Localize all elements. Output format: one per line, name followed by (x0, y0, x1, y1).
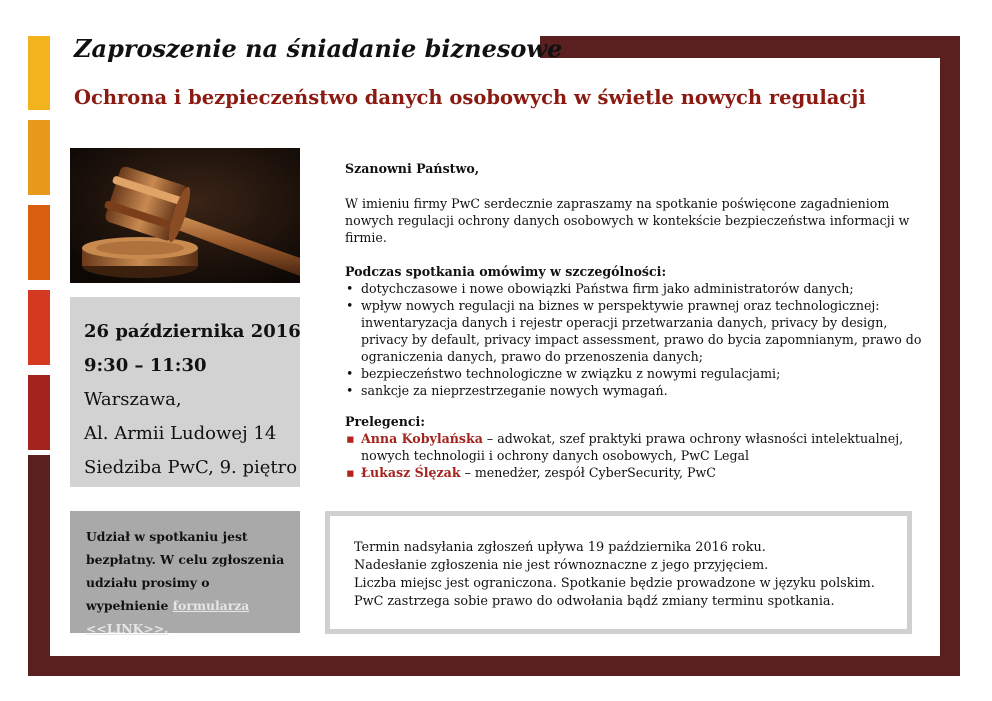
list-item: • bezpieczeństwo technologiczne w związku z nowymi regulacjami; (345, 365, 935, 382)
notice-line: Termin nadsyłania zgłoszeń upływa 19 października 2016 roku. (354, 540, 766, 555)
event-time: 9:30 – 11:30 (84, 355, 207, 376)
event-street: Al. Armii Ludowej 14 (84, 423, 277, 444)
color-stripe-dark-red (28, 375, 50, 450)
invitation-title: Zaproszenie na śniadanie biznesowe (74, 34, 563, 63)
signup-form-link[interactable]: formularza <<LINK>>. (86, 598, 250, 636)
topics-heading: Podczas spotkania omówimy w szczególności: (345, 264, 667, 279)
event-info-box (70, 297, 300, 487)
signup-box (70, 511, 300, 636)
frame-right-bar (940, 36, 960, 676)
invitation-subtitle: Ochrona i bezpieczeństwo danych osobowych w świetle nowych regulacji (74, 86, 866, 109)
list-item: • wpływ nowych regulacji na biznes w perspektywie prawnej oraz technologicznej: inwentaryzacja danych i rejestr operacji przetwarzania danych, privacy by design, privacy by default, privacy impact assessment, prawo do bycia zapomnianym, prawo do ograniczenia danych, prawo do przenoszenia danych; (345, 297, 935, 365)
speaker-role: – adwokat, szef praktyki prawa ochrony własności intelektualnej, nowych technologii i ochrony danych osobowych, PwC Legal (361, 431, 904, 463)
notice-line: Liczba miejsc jest ograniczona. Spotkanie będzie prowadzone w języku polskim. (354, 576, 875, 591)
topics-list (345, 280, 935, 399)
signup-text (86, 525, 296, 640)
color-stripe-orange (28, 120, 50, 195)
frame-left-bar (28, 455, 50, 676)
speakers-heading: Prelegenci: (345, 414, 425, 429)
intro-paragraph: W imieniu firmy PwC serdecznie zapraszamy na spotkanie poświęcone zagadnieniom nowych regulacji ochrony danych osobowych w kontekście bezpieczeństwa informacji w firmie. (345, 196, 910, 245)
color-stripe-yellow (28, 36, 50, 110)
speaker-name: Łukasz Ślęzak (361, 465, 461, 480)
speaker-name: Anna Kobylańska (361, 431, 483, 446)
notice-line: PwC zastrzega sobie prawo do odwołania bądź zmiany terminu spotkania. (354, 594, 835, 609)
speaker-item (345, 464, 935, 481)
frame-top-bar (540, 36, 960, 58)
notice-text (354, 539, 875, 611)
signup-description: Udział w spotkaniu jest bezpłatny. W celu zgłoszenia udziału prosimy o wypełnienie (86, 529, 285, 613)
list-item: • sankcje za nieprzestrzeganie nowych wymagań. (345, 382, 935, 399)
speaker-item (345, 430, 935, 464)
gavel-icon (70, 148, 300, 283)
greeting: Szanowni Państwo, (345, 161, 480, 176)
event-city: Warszawa, (84, 389, 182, 410)
speaker-role: – menedżer, zespół CyberSecurity, PwC (460, 465, 716, 480)
color-stripe-red (28, 290, 50, 365)
color-stripe-dark-orange (28, 205, 50, 280)
invitation-body (345, 160, 935, 481)
speakers-list (345, 430, 935, 481)
notice-box (325, 511, 912, 634)
list-item: • dotychczasowe i nowe obowiązki Państwa firm jako administratorów danych; (345, 280, 935, 297)
event-date: 26 października 2016 (84, 321, 301, 342)
event-venue: Siedziba PwC, 9. piętro (84, 457, 298, 478)
frame-bottom-bar (28, 656, 960, 676)
notice-line: Nadesłanie zgłoszenia nie jest równoznaczne z jego przyjęciem. (354, 558, 769, 573)
